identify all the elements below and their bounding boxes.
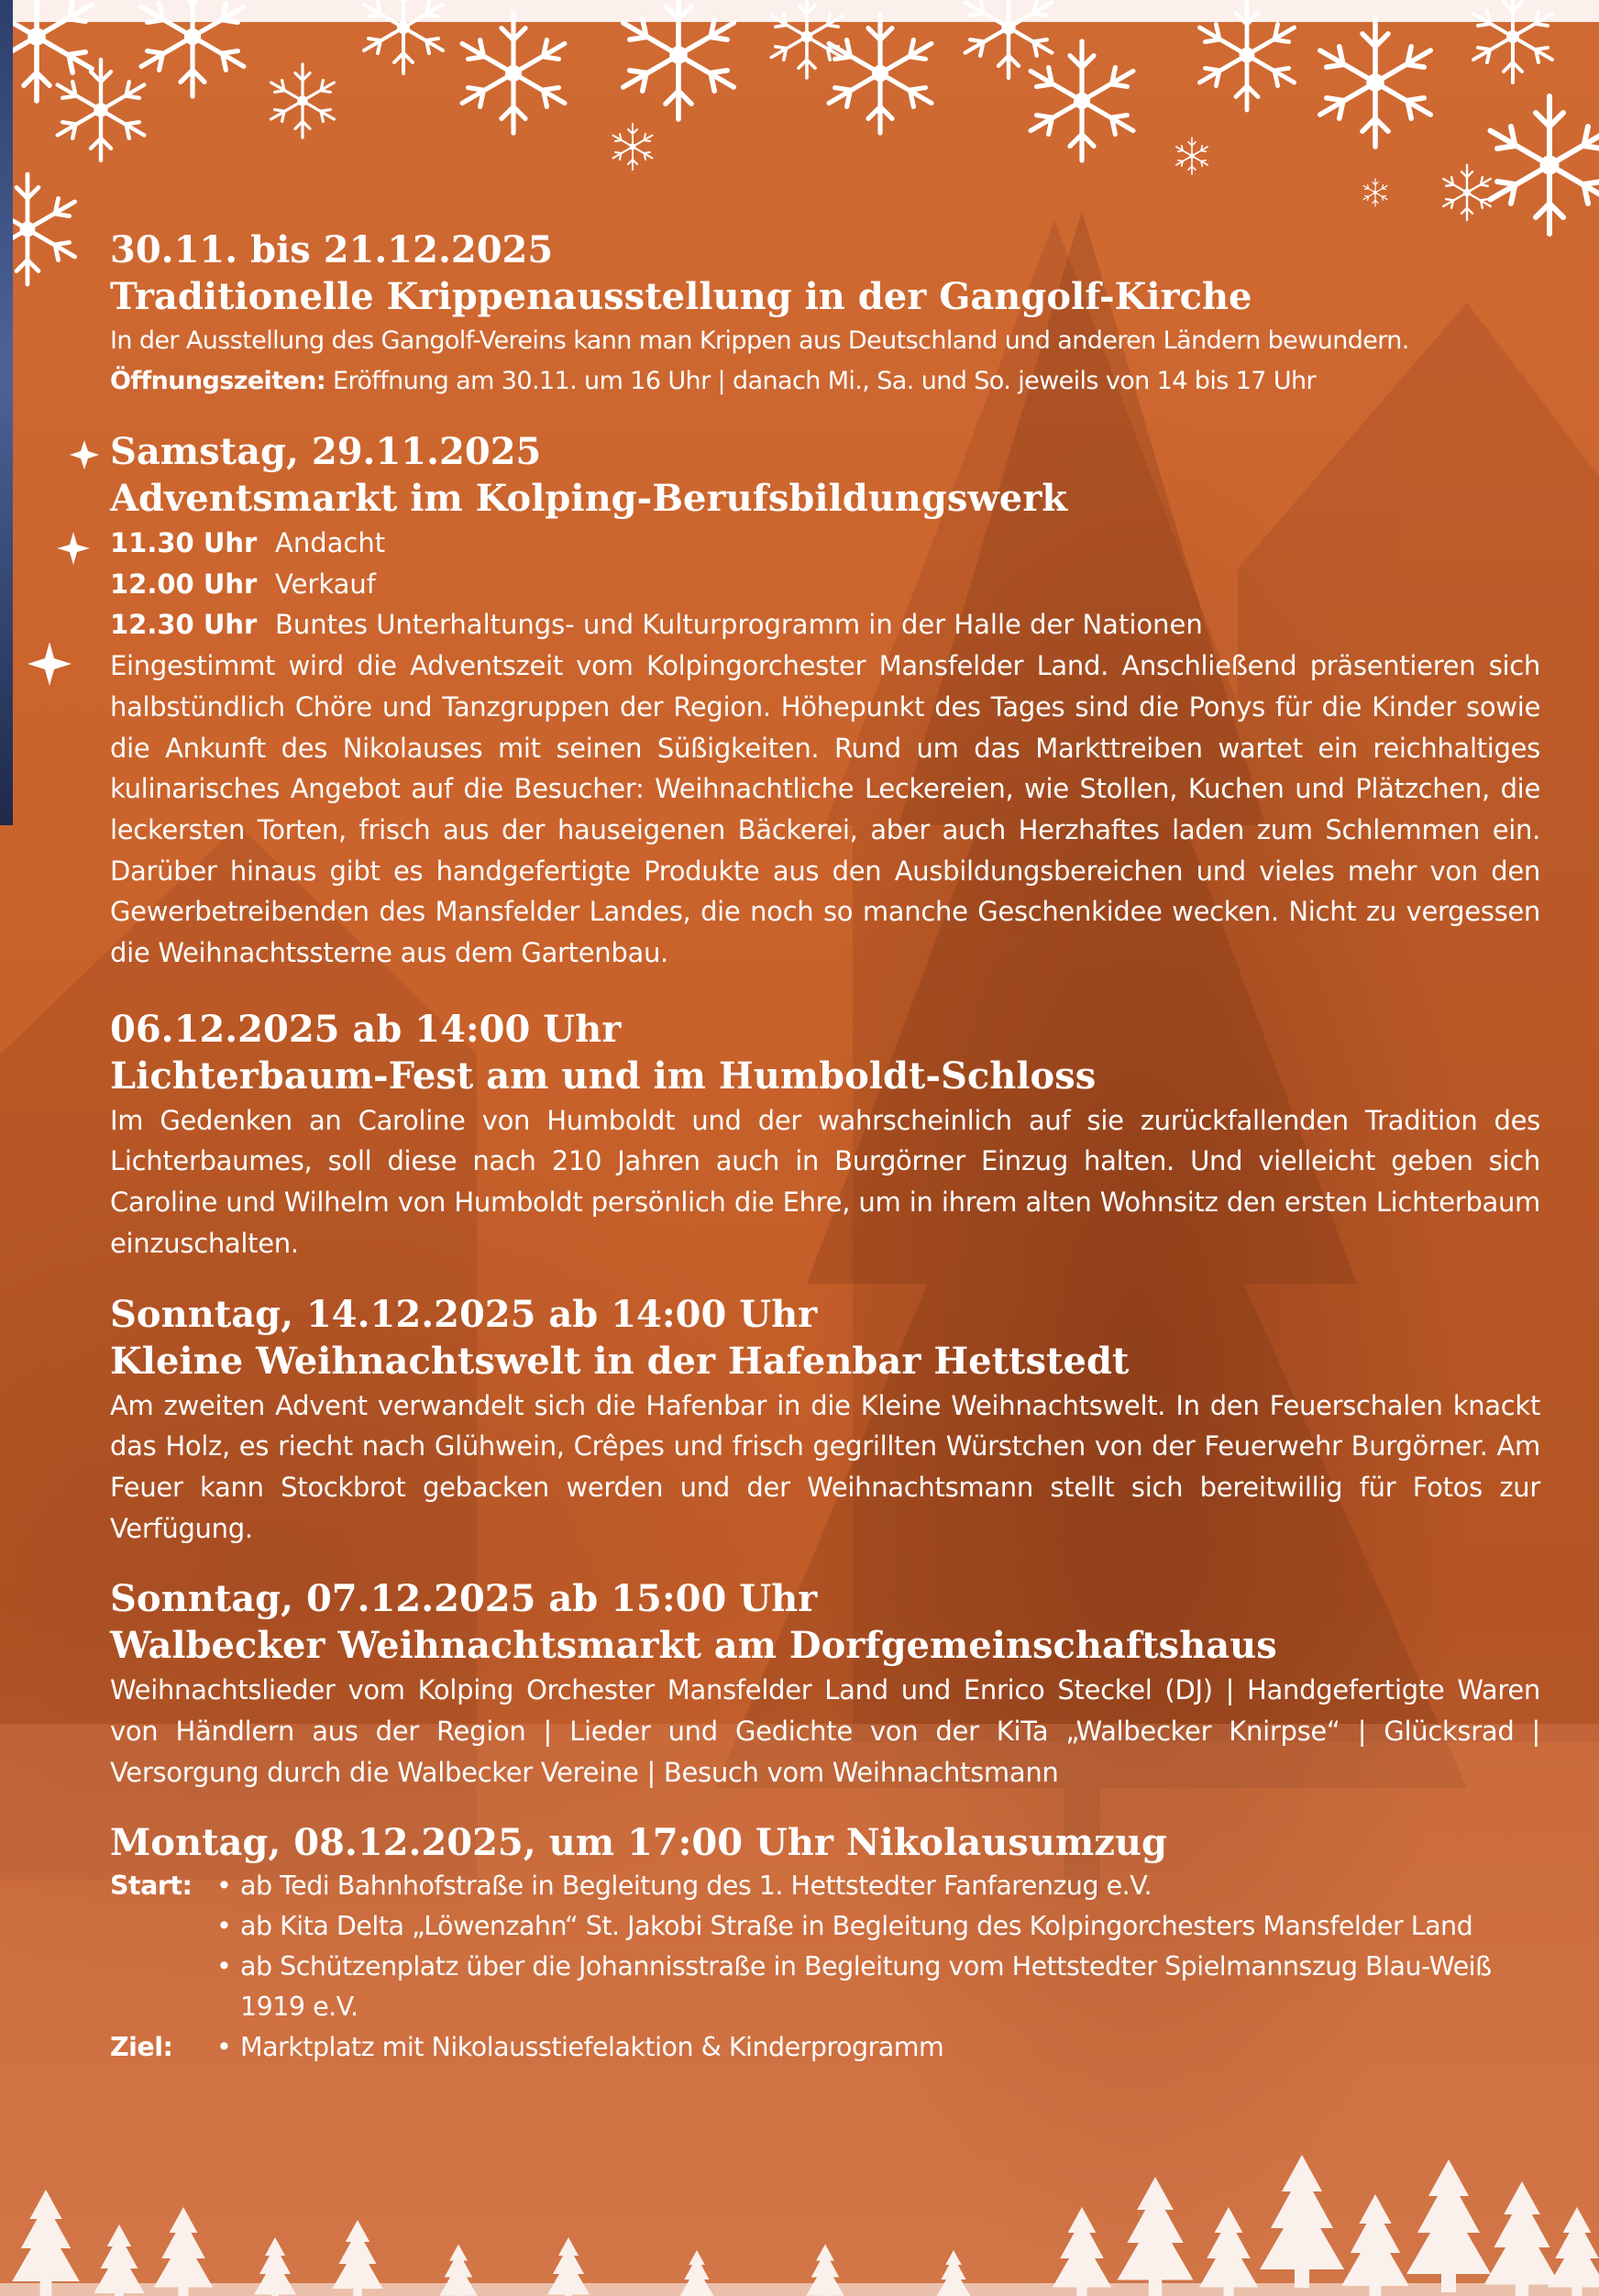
route-item bbox=[216, 1866, 1540, 1906]
event-title: Lichterbaum-Fest am und im Humboldt-Schloss bbox=[110, 1054, 1097, 1098]
event-krippenausstellung bbox=[110, 227, 1540, 402]
left-photo-strip bbox=[0, 0, 13, 825]
opening-hours-text: Eröffnung am 30.11. um 16 Uhr | danach Mi., Sa. und So. jeweils von 14 bis 17 Uhr bbox=[325, 367, 1316, 395]
event-title: Kleine Weihnachtswelt in der Hafenbar Hettstedt bbox=[110, 1339, 1130, 1383]
program-item bbox=[110, 564, 1540, 605]
route-goal-list bbox=[216, 2027, 1540, 2068]
event-kleine-weihnachtswelt bbox=[110, 1292, 1540, 1550]
opening-hours-label: Öffnungszeiten: bbox=[110, 367, 326, 395]
route-start-label: Start: bbox=[110, 1871, 193, 1902]
bullet-icon: • bbox=[216, 2032, 232, 2063]
event-adventsmarkt bbox=[110, 429, 1540, 974]
event-title: Adventsmarkt im Kolping-Berufsbildungswerk bbox=[110, 477, 1068, 520]
route-text: ab Tedi Bahnhofstraße in Begleitung des 1. Hettstedter Fanfarenzug e.V. bbox=[240, 1871, 1152, 1902]
bullet-icon: • bbox=[216, 1911, 232, 1942]
route-item bbox=[216, 1906, 1540, 1947]
opening-hours bbox=[110, 361, 1540, 402]
bullet-icon: • bbox=[216, 1871, 232, 1902]
program-text: Verkauf bbox=[275, 568, 376, 600]
program-time: 12.00 Uhr bbox=[110, 568, 258, 600]
program-time: 11.30 Uhr bbox=[110, 527, 258, 558]
event-title: Traditionelle Krippenausstellung in der Gangolf-Kirche bbox=[110, 275, 1252, 318]
event-date: 06.12.2025 ab 14:00 Uhr bbox=[110, 1007, 622, 1051]
program-time: 12.30 Uhr bbox=[110, 609, 258, 641]
route-text: Marktplatz mit Nikolausstiefelaktion & Kinderprogramm bbox=[240, 2032, 944, 2063]
route-goal bbox=[110, 2027, 1540, 2068]
route-start bbox=[110, 1866, 1540, 2027]
event-walbecker-weihnachtsmarkt bbox=[110, 1576, 1540, 1793]
event-description: In der Ausstellung des Gangolf-Vereins kann man Krippen aus Deutschland und anderen Ländern bewundern. bbox=[110, 326, 1409, 355]
route-goal-label: Ziel: bbox=[110, 2032, 173, 2063]
sparkles bbox=[28, 440, 99, 686]
program-item bbox=[110, 523, 1540, 564]
program-list bbox=[110, 523, 1540, 646]
event-title: Walbecker Weihnachtsmarkt am Dorfgemeinschaftshaus bbox=[110, 1624, 1277, 1668]
event-date: 30.11. bis 21.12.2025 bbox=[110, 228, 554, 271]
program-text: Buntes Unterhaltungs- und Kulturprogramm in der Halle der Nationen bbox=[275, 609, 1203, 641]
event-lichterbaum-fest bbox=[110, 1007, 1540, 1264]
route-text: ab Schützenplatz über die Johannisstraße in Begleitung vom Hettstedter Spielmannszug Blau-Weiß 1919 e.V. bbox=[240, 1951, 1492, 2023]
event-list bbox=[110, 227, 1540, 2068]
event-description: Am zweiten Advent verwandelt sich die Hafenbar in die Kleine Weihnachtswelt. In den Feuerschalen knackt das Holz, es riecht nach Glühwein, Crêpes und frisch gegrillten Würstchen von der Feuerwehr Burgörner. Am Feuer kann Stockbrot gebacken werden und der Weihnachtsmann stellt sich bereitwillig für Fotos zur Verfügung. bbox=[110, 1389, 1540, 1544]
program-text: Andacht bbox=[275, 527, 386, 558]
route-start-list bbox=[216, 1866, 1540, 2027]
event-date: Montag, 08.12.2025, um 17:00 Uhr Nikolausumzug bbox=[110, 1821, 1167, 1865]
event-date: Sonntag, 07.12.2025 ab 15:00 Uhr bbox=[110, 1577, 818, 1621]
event-description: Im Gedenken an Caroline von Humboldt und der wahrscheinlich auf sie zurückfallenden Tradition des Lichterbaumes, soll diese nach 210 Jahren auch in Burgörner Einzug halten. Und vielleicht geben sich Caroline und Wilhelm von Humboldt persönlich die Ehre, um in ihrem alten Wohnsitz den ersten Lichterbaum einzuschalten. bbox=[110, 1104, 1540, 1259]
event-date: Sonntag, 14.12.2025 ab 14:00 Uhr bbox=[110, 1292, 818, 1336]
program-item bbox=[110, 604, 1540, 646]
event-description: Weihnachtslieder vom Kolping Orchester Mansfelder Land und Enrico Steckel (DJ) | Handgefertigte Waren von Händlern aus der Region | Lieder und Gedichte von der KiTa „Walbecker Knirpse“ | Glücksrad | Versorgung durch die Walbecker Vereine | Besuch vom Weihnachtsmann bbox=[110, 1674, 1540, 1788]
event-description: Eingestimmt wird die Adventszeit vom Kolpingorchester Mansfelder Land. Anschließend präsentieren sich halbstündlich Chöre und Tanzgruppen der Region. Höhepunkt des Tages sind die Ponys für die Kinder sowie die Ankunft des Nikolauses mit seinen Süßigkeiten. Rund um das Markttreiben wartet ein reichhaltiges kulinarisches Angebot auf die Besucher: Weihnachtliche Leckereien, wie Stollen, Kuchen und Plätzchen, die leckersten Torten, frisch aus der hauseigenen Bäckerei, aber auch Herzhaftes laden zum Schlemmen ein. Darüber hinaus gibt es handgefertigte Produkte aus den Ausbildungsbereichen und vieles mehr von den Gewerbetreibenden des Mansfelder Landes, die noch so manche Geschenkidee wecken. Nicht zu vergessen die Weihnachtssterne aus dem Gartenbau. bbox=[110, 650, 1540, 969]
bullet-icon: • bbox=[216, 1951, 232, 1982]
route-text: ab Kita Delta „Löwenzahn“ St. Jakobi Straße in Begleitung des Kolpingorchesters Mansfelder Land bbox=[240, 1911, 1473, 1942]
route-item bbox=[216, 1947, 1540, 2027]
event-date: Samstag, 29.11.2025 bbox=[110, 430, 542, 473]
route-item bbox=[216, 2027, 1540, 2068]
event-nikolausumzug bbox=[110, 1820, 1540, 2068]
